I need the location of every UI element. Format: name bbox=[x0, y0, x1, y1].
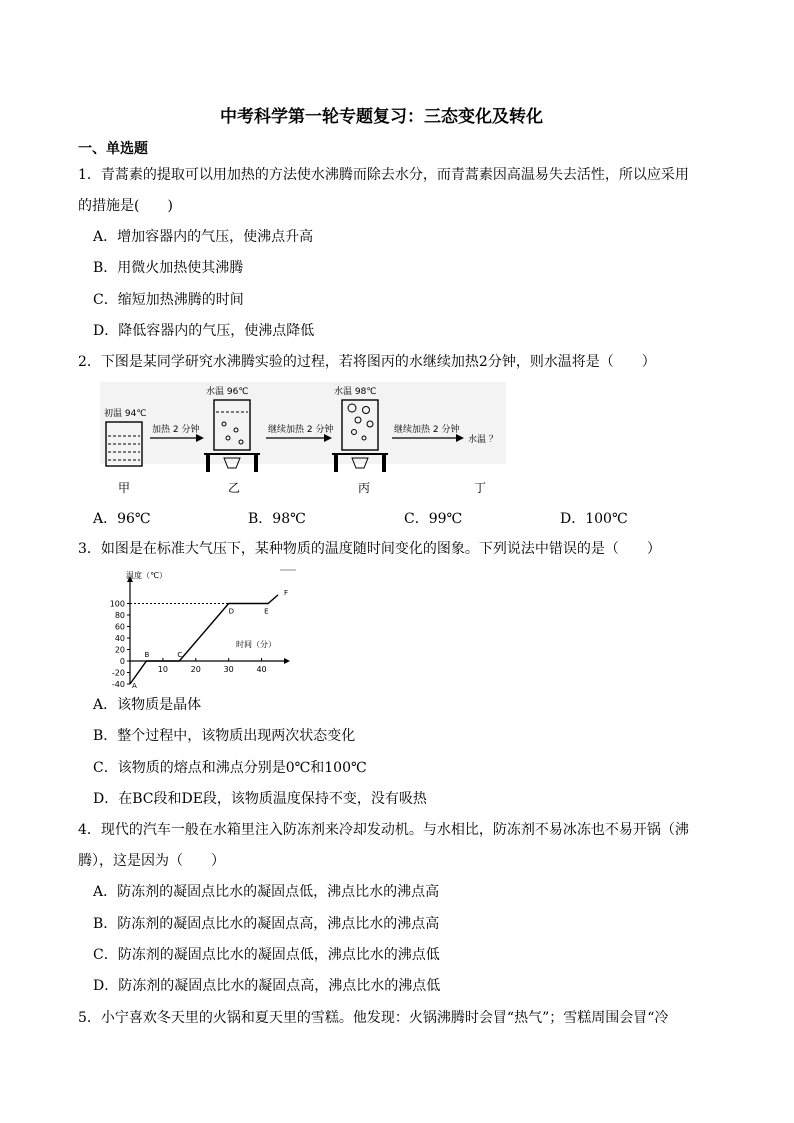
question-4-option-a: A．防冻剂的凝固点比水的凝固点低，沸点比水的沸点高 bbox=[93, 884, 440, 900]
question-1-option-a: A．增加容器内的气压，使沸点升高 bbox=[93, 229, 314, 245]
y-tick-label: 60 bbox=[114, 622, 125, 632]
y-tick-label: -40 bbox=[111, 680, 125, 689]
x-tick-label: 40 bbox=[256, 665, 267, 674]
question-4-stem-line1: 4．现代的汽车一般在水箱里注入防冻剂来冷却发动机。与水相比，防冻剂不易冰冻也不易开锅（沸 bbox=[78, 822, 689, 838]
y-tick-label: 100 bbox=[109, 599, 125, 609]
question-2-option-c: C．99℃ bbox=[404, 511, 463, 527]
question-4-option-c: C．防冻剂的凝固点比水的凝固点低，沸点比水的沸点低 bbox=[93, 947, 440, 963]
x-tick-label: 20 bbox=[190, 665, 201, 674]
x-axis-label: 时间（分） bbox=[236, 640, 276, 649]
y-tick-label: 40 bbox=[114, 634, 125, 643]
question-4-option-b: B．防冻剂的凝固点比水的凝固点高，沸点比水的沸点高 bbox=[93, 916, 440, 932]
caption-jia: 甲 bbox=[118, 481, 131, 495]
caption-bing: 丙 bbox=[358, 481, 371, 495]
y-tick-label: 80 bbox=[114, 611, 125, 620]
point-label-e: E bbox=[264, 607, 269, 616]
x-tick-label: 10 bbox=[157, 665, 168, 674]
section-heading: 一、单选题 bbox=[78, 141, 148, 157]
point-label-b: B bbox=[144, 651, 150, 659]
question-1-stem-line2: 的措施是( ) bbox=[78, 198, 173, 214]
label-initial-temp: 初温 94℃ bbox=[104, 409, 147, 419]
caption-yi: 乙 bbox=[228, 481, 241, 495]
point-label-c: C bbox=[177, 651, 183, 659]
x-axis-arrow-icon bbox=[284, 658, 290, 664]
question-1-option-b: B．用微火加热使其沸腾 bbox=[93, 260, 244, 276]
question-2-option-d: D．100℃ bbox=[560, 511, 628, 527]
label-step-1: 加热 2 分钟 bbox=[152, 425, 200, 435]
question-4-stem-line2: 腾），这是因为（ ） bbox=[78, 853, 225, 869]
question-3-option-b: B．整个过程中，该物质出现两次状态变化 bbox=[93, 728, 356, 744]
question-2-option-a: A．96℃ bbox=[93, 511, 151, 527]
question-1-option-c: C．缩短加热沸腾的时间 bbox=[93, 292, 244, 308]
label-step-2: 继续加热 2 分钟 bbox=[268, 425, 334, 435]
label-temp-b: 水温 96℃ bbox=[206, 387, 249, 397]
question-4-option-d: D．防冻剂的凝固点比水的凝固点高，沸点比水的沸点低 bbox=[93, 978, 441, 994]
label-unknown-temp: 水温 ？ bbox=[468, 435, 498, 445]
figure-background bbox=[100, 382, 506, 464]
point-label-f: F bbox=[284, 588, 289, 597]
y-tick-label: 0 bbox=[119, 657, 125, 666]
point-label-a: A bbox=[132, 682, 137, 690]
question-2-stem: 2．下图是某同学研究水沸腾实验的过程，若将图丙的水继续加热2分钟，则水温将是（ ） bbox=[78, 354, 656, 370]
y-tick-label: -20 bbox=[111, 668, 125, 678]
question-3-stem: 3．如图是在标准大气压下，某种物质的温度随时间变化的图象。下列说法中错误的是（ ） bbox=[78, 541, 661, 557]
y-axis-label: 温度（℃） bbox=[126, 571, 167, 580]
question-2-option-b: B．98℃ bbox=[248, 511, 306, 527]
caption-ding: 丁 bbox=[474, 481, 487, 495]
question-1-stem-line1: 1．青蒿素的提取可以用加热的方法使水沸腾而除去水分，而青蒿素因高温易失去活性，所以应采用 bbox=[78, 167, 689, 183]
temperature-time-chart bbox=[96, 566, 296, 690]
boiling-experiment-figure bbox=[96, 378, 508, 498]
question-3-option-a: A．该物质是晶体 bbox=[93, 697, 202, 713]
question-1-option-d: D．降低容器内的气压，使沸点降低 bbox=[93, 323, 315, 339]
x-tick-label: 30 bbox=[223, 665, 234, 674]
question-3-option-c: C．该物质的熔点和沸点分别是0℃和100℃ bbox=[93, 760, 367, 776]
y-tick-label: 20 bbox=[114, 645, 125, 655]
label-step-3: 继续加热 2 分钟 bbox=[394, 425, 460, 435]
page-title: 中考科学第一轮专题复习：三态变化及转化 bbox=[220, 107, 543, 127]
question-3-option-d: D．在BC段和DE段，该物质温度保持不变，没有吸热 bbox=[93, 791, 427, 807]
point-label-d: D bbox=[228, 607, 235, 616]
label-temp-c: 水温 98℃ bbox=[334, 387, 377, 397]
question-5-stem: 5．小宁喜欢冬天里的火锅和夏天里的雪糕。他发现：火锅沸腾时会冒“热气”；雪糕周围会冒“冷 bbox=[78, 1010, 669, 1026]
